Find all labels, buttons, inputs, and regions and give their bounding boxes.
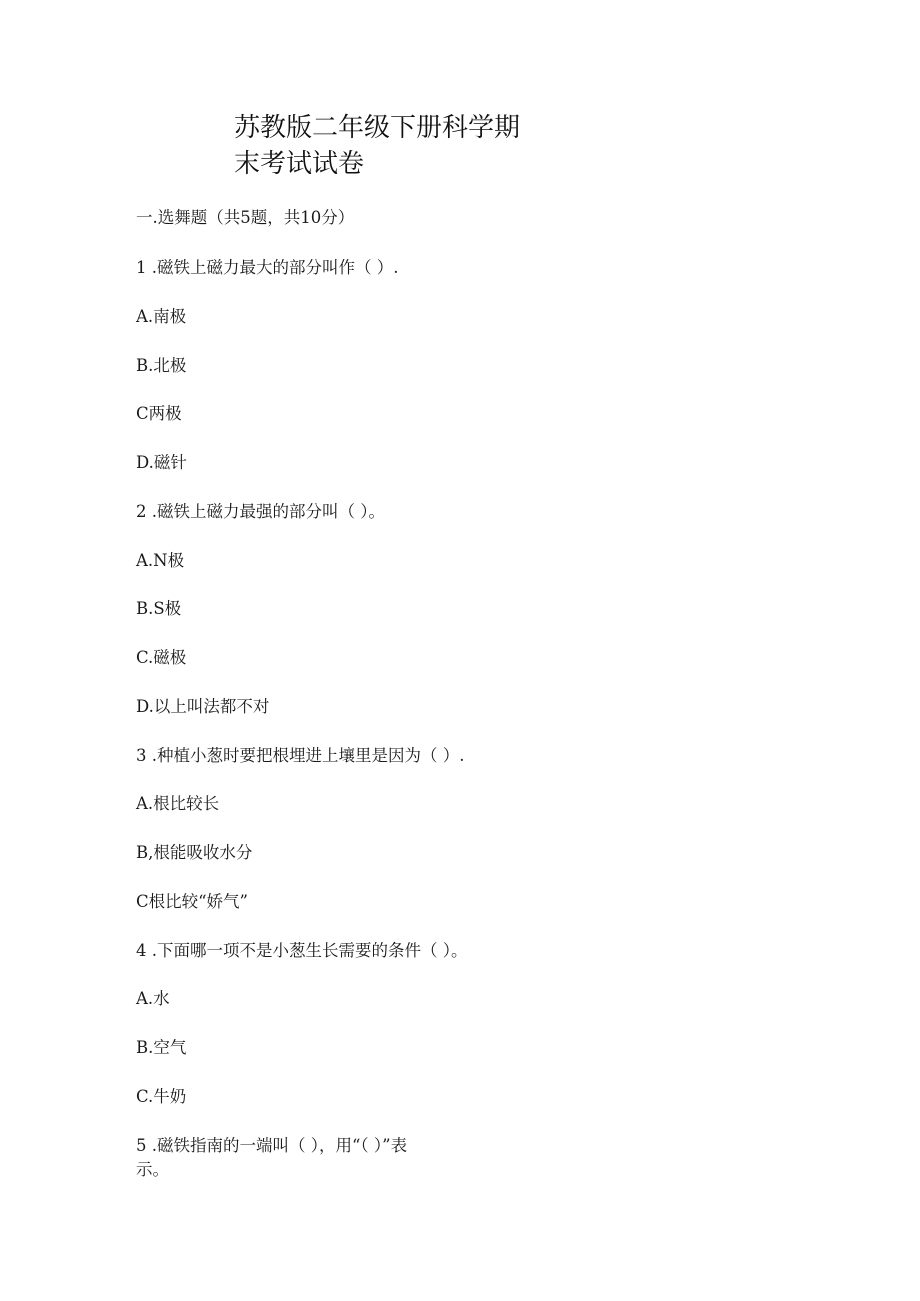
question-3-option-a: A.根比较长 bbox=[136, 794, 220, 813]
question-2-option-d: D.以上叫法都不对 bbox=[136, 697, 270, 716]
question-4-option-b: B.空气 bbox=[136, 1038, 187, 1057]
question-2-option-c: C.磁极 bbox=[136, 648, 187, 667]
question-1-option-d: D.磁针 bbox=[136, 453, 187, 472]
question-2-option-a: A.N极 bbox=[136, 551, 185, 570]
question-5-stem-line-2: 示。 bbox=[136, 1160, 169, 1179]
document-title-line-1: 苏教版二年级下册科学期 bbox=[234, 113, 521, 143]
question-3-option-b: B,根能吸收水分 bbox=[136, 843, 253, 862]
question-5-stem bbox=[136, 1134, 546, 1182]
document-title bbox=[234, 110, 564, 182]
question-3-stem: 3 .种植小葱时要把根埋进上壤里是因为（ ）. bbox=[136, 746, 465, 765]
question-4-option-c: C.牛奶 bbox=[136, 1087, 187, 1106]
question-1-option-b: B.北极 bbox=[136, 356, 187, 375]
question-4-stem: 4 .下面哪一项不是小葱生长需要的条件（ ）。 bbox=[136, 941, 468, 960]
question-2-stem: 2 .磁铁上磁力最强的部分叫（ ）。 bbox=[136, 502, 385, 521]
question-1-option-a: A.南极 bbox=[136, 307, 187, 326]
question-2-option-b: B.S极 bbox=[136, 599, 182, 618]
question-5-stem-line-1: 5 .磁铁指南的一端叫（ ），用“（ ）”表 bbox=[136, 1136, 408, 1155]
section-heading: 一.选舞题（共5题，共10分） bbox=[136, 208, 355, 227]
document-title-line-2: 末考试试卷 bbox=[234, 149, 365, 179]
question-3-option-c: C根比较“娇气” bbox=[136, 892, 248, 911]
question-1-option-c: C两极 bbox=[136, 404, 182, 423]
question-4-option-a: A.水 bbox=[136, 989, 170, 1008]
question-1-stem: 1 .磁铁上磁力最大的部分叫作（ ）. bbox=[136, 258, 399, 277]
